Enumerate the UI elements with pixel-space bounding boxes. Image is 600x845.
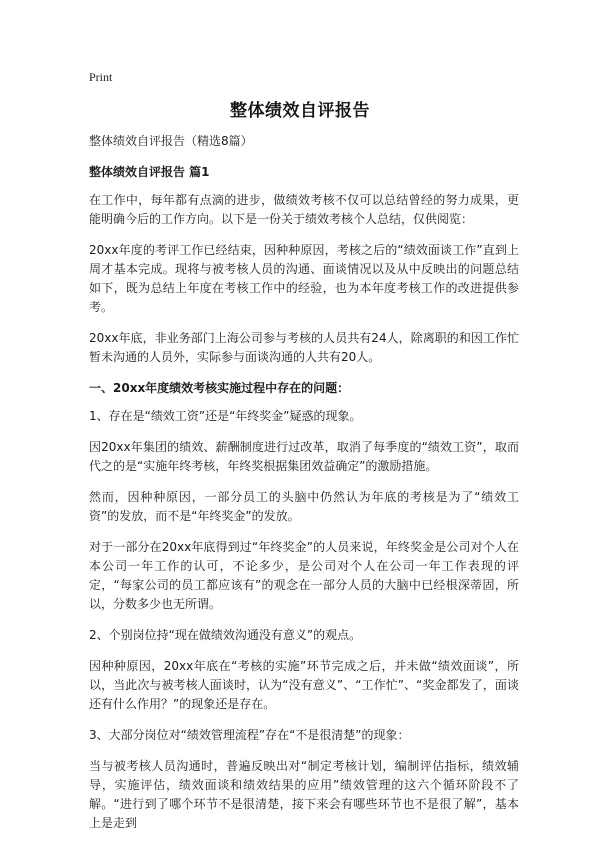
paragraph: 在工作中，每年都有点滴的进步，做绩效考核不仅可以总结曾经的努力成果，更能明确今后的工作方向。以下是一份关于绩效考核个人总结，仅供阅览： [89,193,519,226]
print-label[interactable]: Print [89,70,113,84]
item-heading: 1、存在是“绩效工资”还是“年终奖金”疑惑的现象。 [89,409,362,423]
document-body [89,132,519,845]
paragraph: 当与被考核人员沟通时，普遍反映出对“制定考核计划，编制评估指标，绩效辅导，实施评估，绩效面谈和绩效结果的应用”绩效管理的这六个循环阶段不了解。“进行到了哪个环节不是很清楚，接下来会有哪些环节也不是很了解”，基本上是走到 [89,759,519,830]
paragraph: 对于一部分在20xx年底得到过“年终奖金”的人员来说，年终奖金是公司对个人在本公司一年工作的认可，不论多少，是公司对个人在公司一年工作表现的评定，“每家公司的员工都应该有”的观念在一部分人员的大脑中已经根深蒂固，所以，分数多少也无所谓。 [89,540,519,611]
part-one-heading: 一、20xx年度绩效考核实施过程中存在的问题： [89,381,350,395]
page-title: 整体绩效自评报告 [230,101,370,121]
paragraph: 因种种原因，20xx年底在“考核的实施”环节完成之后，并未做“绩效面谈”，所以，当此次与被考核人面谈时，认为“没有意义”、“工作忙”、“奖金都发了，面谈还有什么作用？”的现象还是存在。 [89,659,519,711]
paragraph: 因20xx年集团的绩效、薪酬制度进行过改革，取消了每季度的“绩效工资”，取而代之的是“实施年终考核，年终奖根据集团效益确定”的激励措施。 [89,440,519,473]
item-heading: 3、大部分岗位对“绩效管理流程”存在“不是很清楚”的现象： [89,728,410,742]
document-subtitle: 整体绩效自评报告（精选8篇） [89,134,253,148]
item-heading: 2、个别岗位持“现在做绩效沟通没有意义”的观点。 [89,628,362,642]
paragraph: 然而，因种种原因，一部分员工的头脑中仍然认为年底的考核是为了“绩效工资”的发放，而不是“年终奖金”的发放。 [89,490,519,523]
paragraph: 20xx年底，非业务部门上海公司参与考核的人员共有24人，除离职的和因工作忙暂未沟通的人员外，实际参与面谈沟通的人共有20人。 [89,331,519,364]
paragraph: 20xx年度的考评工作已经结束，因种种原因，考核之后的“绩效面谈工作”直到上周才基本完成。现将与被考核人员的沟通、面谈情况以及从中反映出的问题总结如下，既为总结上年度在考核工作中的经验，也为本年度考核工作的改进提供参考。 [89,243,519,314]
section-heading: 整体绩效自评报告 篇1 [89,165,210,179]
